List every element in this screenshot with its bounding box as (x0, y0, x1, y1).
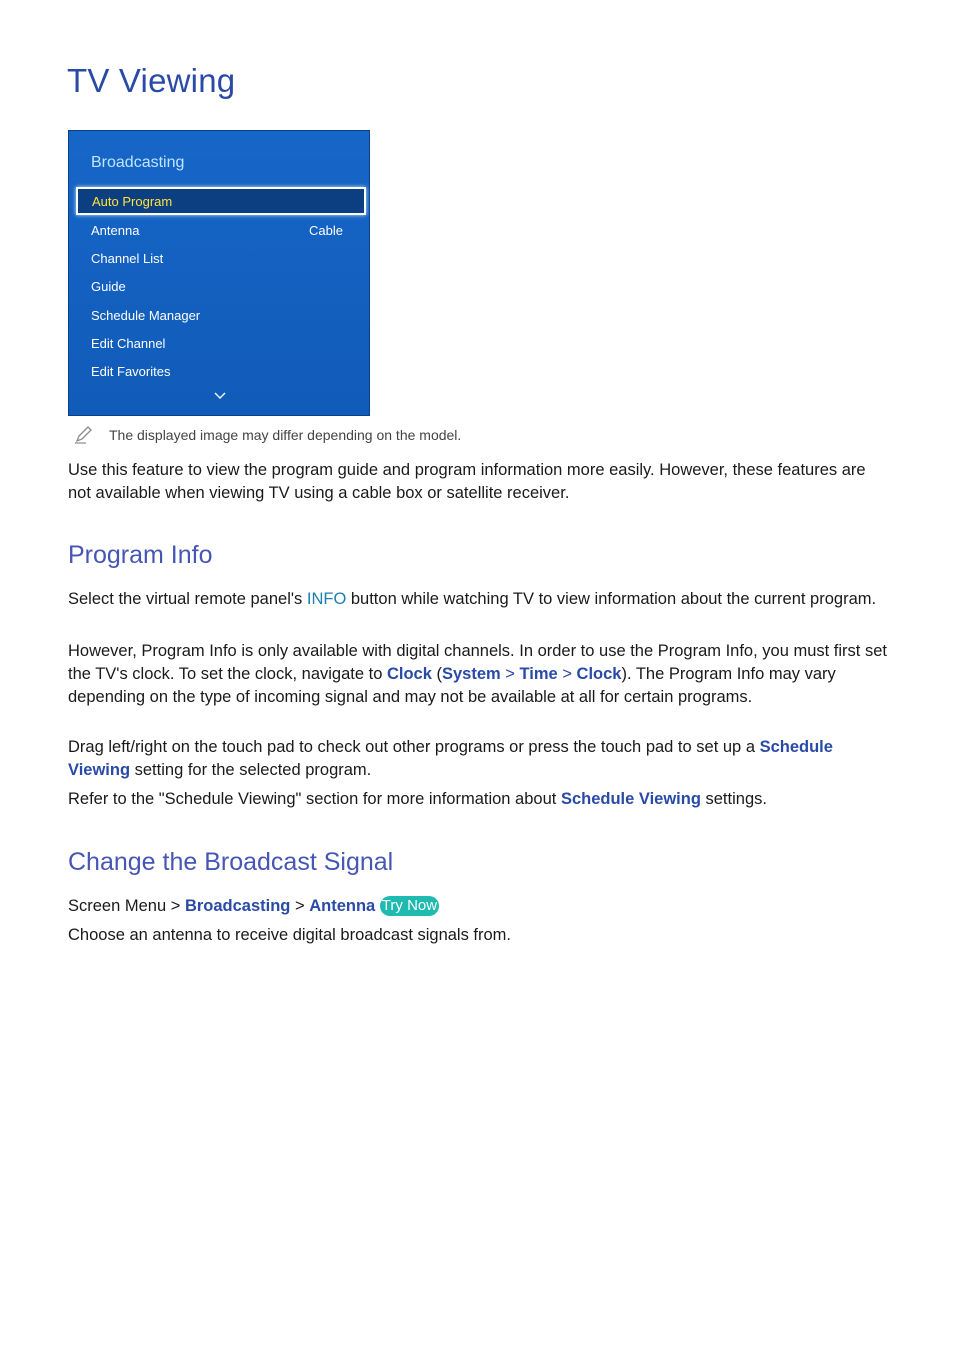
broadcast-signal-description: Choose an antenna to receive digital broadcast signals from. (68, 926, 512, 944)
link-system[interactable]: System (442, 665, 501, 683)
note-text: The displayed image may differ depending on the model. (109, 427, 462, 443)
link-clock-2[interactable]: Clock (576, 665, 622, 683)
program-info-paragraph-1: Select the virtual remote panel's INFO button while watching TV to view information about the current program. (68, 590, 877, 608)
tv-menu-item-label: Schedule Manager (91, 308, 201, 323)
link-antenna[interactable]: Antenna (309, 897, 376, 915)
chevron-down-icon (214, 391, 226, 401)
link-clock[interactable]: Clock (386, 665, 432, 683)
link-broadcasting[interactable]: Broadcasting (184, 897, 291, 915)
link-schedule-viewing[interactable]: Schedule Viewing (68, 738, 833, 779)
tv-menu-item-channel-list (91, 249, 347, 269)
tv-menu-item-edit-channel (91, 334, 347, 354)
tv-menu-screenshot (68, 130, 370, 416)
info-button-ref: INFO (306, 590, 347, 608)
model-note (74, 426, 461, 444)
tv-menu-item-guide (91, 277, 347, 297)
tv-menu-item-antenna (91, 221, 347, 241)
link-schedule-viewing-2[interactable]: Schedule Viewing (560, 790, 701, 808)
tv-menu-item-label: Edit Favorites (91, 364, 171, 379)
program-info-paragraph-3: Drag left/right on the touch pad to check out other programs or press the touch pad to set up a Schedule Viewing setting for the selected program. (68, 738, 833, 779)
tv-menu-item-label: Channel List (91, 251, 164, 266)
tv-menu-item-value: Cable (309, 223, 343, 238)
program-info-paragraph-2: However, Program Info is only available with digital channels. In order to use the Program Info, you must first set the TV's clock. To set the clock, navigate to Clock (System > Time > Clock). The Program Info may vary depending on the type of incoming signal and may not be available at all for certain programs. (68, 642, 887, 706)
tv-menu-title: Broadcasting (91, 154, 185, 171)
tv-menu-item-label: Auto Program (92, 194, 173, 209)
tv-menu-item-label: Antenna (91, 223, 140, 238)
tv-menu-item-edit-favorites (91, 362, 347, 382)
tv-menu-item-label: Edit Channel (91, 336, 166, 351)
intro-paragraph: Use this feature to view the program guide and program information more easily. However, these features are not available when viewing TV using a cable box or satellite receiver. (68, 461, 866, 502)
menu-path: Screen Menu > Broadcasting > Antenna Try Now (68, 897, 438, 915)
pencil-icon (74, 426, 94, 444)
tv-menu-item-auto-program (76, 187, 366, 215)
tv-menu-item-schedule-manager (91, 306, 347, 326)
try-now-button[interactable]: Try Now (381, 897, 438, 914)
program-info-paragraph-4: Refer to the "Schedule Viewing" section for more information about Schedule Viewing settings. (68, 790, 767, 808)
heading-program-info: Program Info (68, 541, 213, 569)
tv-menu-item-label: Guide (91, 279, 126, 294)
page-title: TV Viewing (67, 62, 236, 99)
heading-change-broadcast-signal: Change the Broadcast Signal (68, 848, 394, 876)
link-time[interactable]: Time (519, 665, 558, 683)
